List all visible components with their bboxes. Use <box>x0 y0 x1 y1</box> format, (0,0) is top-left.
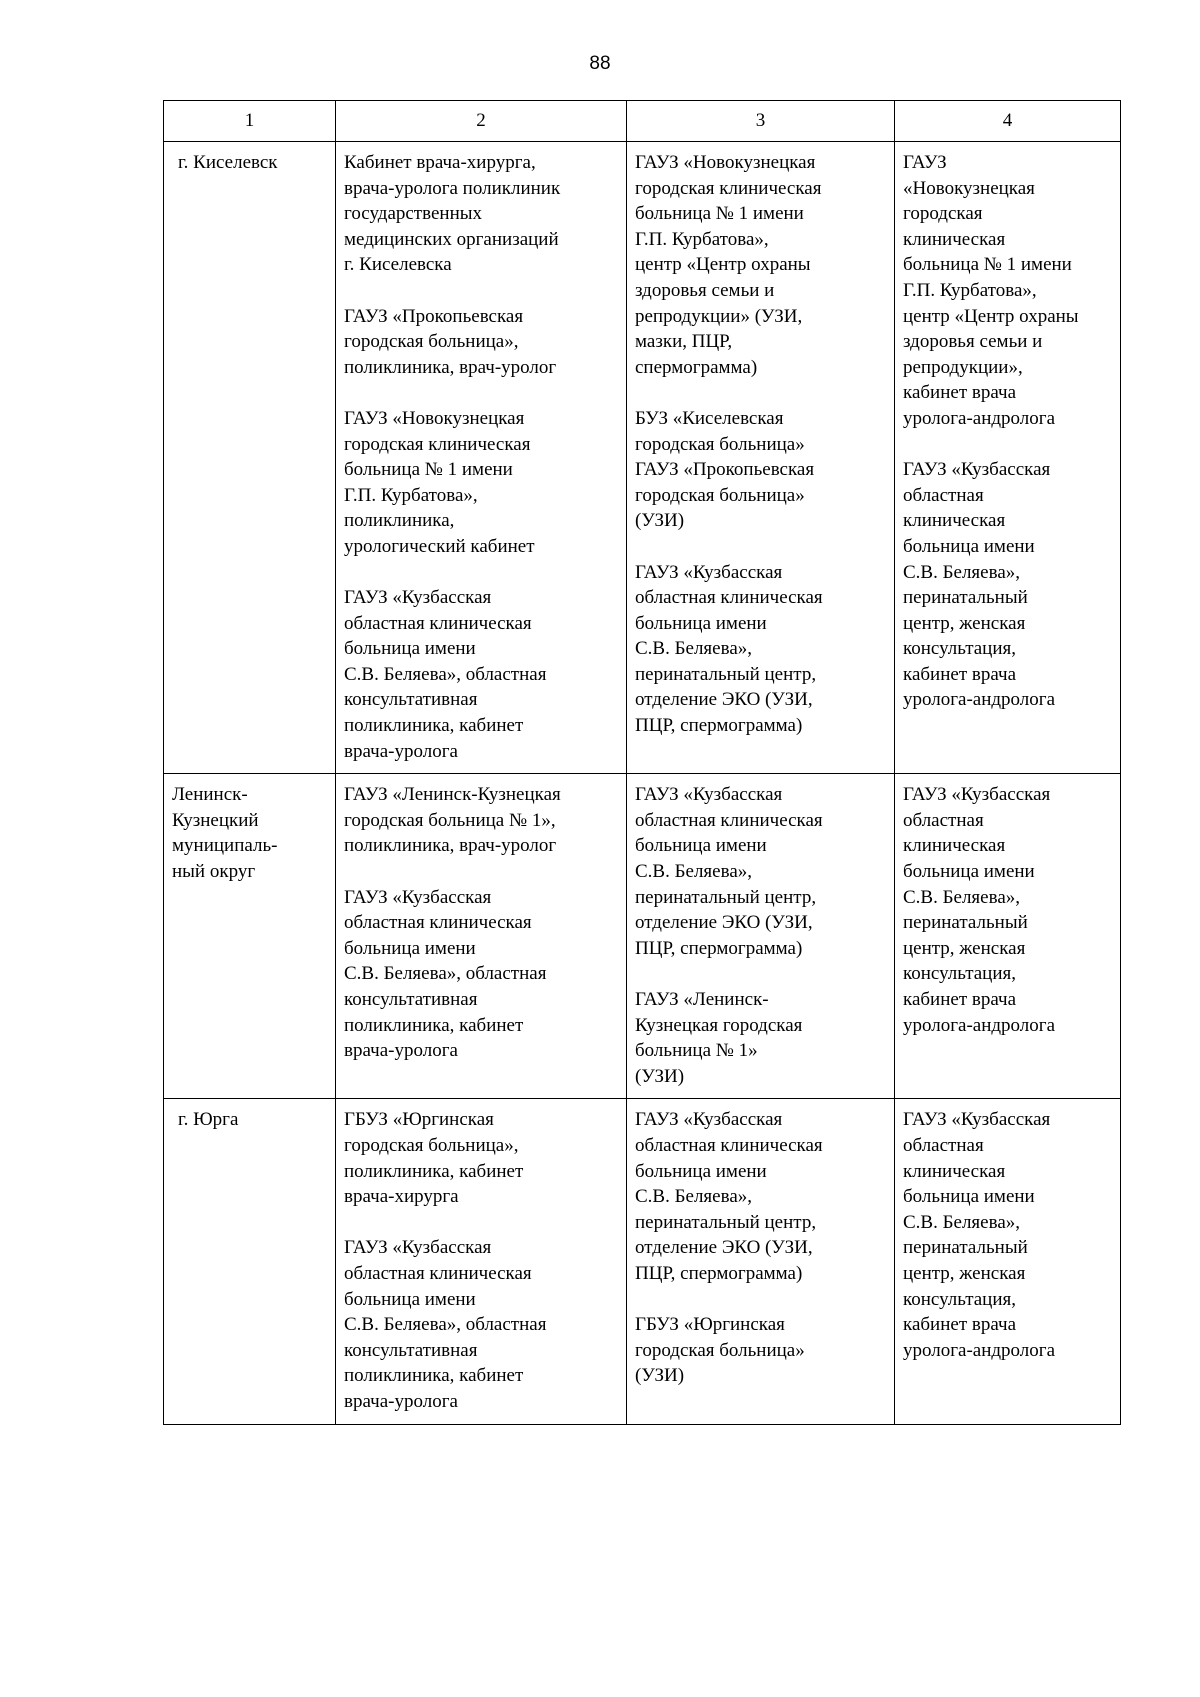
institution-entry <box>903 782 1112 1038</box>
entry-line: ГАУЗ «Прокопьевская <box>344 305 524 327</box>
entry-line: ГАУЗ «Кузбасская <box>903 784 1051 806</box>
entry-line: консультация, <box>903 638 1016 660</box>
table-cell-col3 <box>627 142 895 774</box>
entry-line: областная клиническая <box>635 587 823 609</box>
institution-entry <box>635 406 886 534</box>
entry-line: БУЗ «Киселевская <box>635 407 784 429</box>
entry-line: областная <box>903 809 984 831</box>
entry-line: Г.П. Курбатова», <box>903 279 1037 301</box>
entry-line: перинатальный центр, <box>635 886 817 908</box>
entry-line: спермограмма) <box>635 356 758 378</box>
entry-line: врача-уролога <box>344 1390 458 1412</box>
entry-line: больница № 1 имени <box>903 254 1072 276</box>
entry-line: поликлиника, кабинет <box>344 1365 524 1387</box>
table-cell-col4 <box>895 142 1121 774</box>
entry-line: ГАУЗ «Прокопьевская <box>635 459 815 481</box>
region-line: муниципаль- <box>172 835 278 857</box>
column-header-2: 2 <box>336 101 627 142</box>
institution-entry <box>344 1235 618 1414</box>
table-body <box>164 142 1121 1425</box>
entry-line: областная <box>903 1134 984 1156</box>
entry-line: перинатальный <box>903 1237 1028 1259</box>
entry-line: поликлиника, кабинет <box>344 715 524 737</box>
entry-line: ГАУЗ «Кузбасская <box>635 1109 783 1131</box>
entry-line: больница имени <box>344 638 476 660</box>
entry-line: С.В. Беляева», областная <box>344 1314 547 1336</box>
entry-line: Г.П. Курбатова», <box>344 484 478 506</box>
entry-line: поликлиника, <box>344 510 455 532</box>
entry-line: С.В. Беляева», <box>635 638 752 660</box>
entry-line: городская больница», <box>344 331 519 353</box>
entry-line: областная клиническая <box>344 612 532 634</box>
entry-line: (УЗИ) <box>635 1365 685 1387</box>
institution-entry <box>635 782 886 961</box>
entry-line: городская больница», <box>344 1134 519 1156</box>
entry-line: С.В. Беляева», <box>903 561 1020 583</box>
column-header-1: 1 <box>164 101 336 142</box>
region-line: г. Юрга <box>178 1109 239 1131</box>
entry-line: ГАУЗ «Кузбасская <box>635 561 783 583</box>
entry-line: ПЦР, спермограмма) <box>635 1262 803 1284</box>
entry-line: поликлиника, врач-уролог <box>344 356 557 378</box>
entry-line: консультативная <box>344 989 478 1010</box>
entry-line: С.В. Беляева», <box>635 1186 752 1208</box>
table-cell-col3 <box>627 774 895 1099</box>
institution-entry <box>635 1312 886 1389</box>
entry-line: урологический кабинет <box>344 535 535 557</box>
institution-entry <box>344 406 618 560</box>
entry-line: государственных <box>344 203 483 225</box>
entry-line: больница имени <box>344 1288 476 1310</box>
entry-line: консультативная <box>344 689 478 711</box>
table-cell-col2 <box>336 1099 627 1424</box>
entry-line: областная <box>903 484 984 506</box>
entry-line: больница № 1 имени <box>635 203 804 225</box>
entry-line: городская клиническая <box>344 433 531 455</box>
table-header-row <box>164 101 1121 142</box>
entry-line: больница № 1» <box>635 1040 758 1062</box>
entry-line: городская больница № 1», <box>344 809 556 831</box>
entry-line: ГАУЗ «Кузбасская <box>635 784 783 806</box>
entry-line: перинатальный <box>903 587 1028 609</box>
entry-line: отделение ЭКО (УЗИ, <box>635 1237 813 1259</box>
entry-line: ГАУЗ «Кузбасская <box>344 886 492 908</box>
region-line: ный округ <box>172 861 256 883</box>
region-cell <box>164 1099 336 1424</box>
entry-line: больница имени <box>903 535 1035 557</box>
entry-line: клиническая <box>903 835 1006 857</box>
entry-line: кабинет врача <box>903 1314 1016 1336</box>
entry-line: уролога-андролога <box>903 407 1056 429</box>
entry-line: ГАУЗ «Кузбасская <box>344 1237 492 1259</box>
table-cell-col3 <box>627 1099 895 1424</box>
entry-line: С.В. Беляева», <box>635 861 752 883</box>
entry-line: ГБУЗ «Юргинская <box>635 1314 785 1336</box>
entry-line: перинатальный <box>903 912 1028 934</box>
page-number: 88 <box>589 53 611 74</box>
entry-line: ГАУЗ «Ленинск-Кузнецкая <box>344 784 561 806</box>
institution-entry <box>635 987 886 1089</box>
entry-line: врача-уролога <box>344 740 458 762</box>
institution-entry <box>344 885 618 1064</box>
entry-line: С.В. Беляева», областная <box>344 963 547 985</box>
region-line: г. Киселевск <box>178 152 278 173</box>
entry-line: перинатальный центр, <box>635 663 817 685</box>
entry-line: медицинских организаций <box>344 228 559 250</box>
entry-line: уролога-андролога <box>903 1339 1056 1361</box>
entry-line: консультация, <box>903 1288 1016 1310</box>
entry-line: здоровья семьи и <box>903 331 1043 353</box>
document-table <box>163 100 1121 1425</box>
entry-line: С.В. Беляева», областная <box>344 663 547 685</box>
entry-line: областная клиническая <box>344 1262 532 1284</box>
entry-line: мазки, ПЦР, <box>635 331 733 353</box>
entry-line: репродукции» (УЗИ, <box>635 305 803 327</box>
entry-line: областная клиническая <box>344 912 532 934</box>
entry-line: (УЗИ) <box>635 510 685 532</box>
entry-line: городская больница» <box>635 433 805 455</box>
entry-line: центр, женская <box>903 937 1026 959</box>
entry-line: кабинет врача <box>903 989 1016 1010</box>
entry-line: кабинет врача <box>903 382 1016 404</box>
entry-line: городская клиническая <box>635 177 822 199</box>
entry-line: С.В. Беляева», <box>903 1211 1020 1233</box>
entry-line: больница имени <box>635 835 767 857</box>
table-row <box>164 1099 1121 1424</box>
entry-line: С.В. Беляева», <box>903 886 1020 908</box>
entry-line: центр, женская <box>903 612 1026 634</box>
entry-line: врача-хирурга <box>344 1186 459 1208</box>
entry-line: Г.П. Курбатова», <box>635 228 769 250</box>
column-header-4: 4 <box>895 101 1121 142</box>
entry-line: Кузнецкая городская <box>635 1014 803 1036</box>
entry-line: г. Киселевска <box>344 254 452 276</box>
entry-line: больница имени <box>903 1186 1035 1208</box>
entry-line: ГАУЗ «Кузбасская <box>903 459 1051 481</box>
entry-line: консультация, <box>903 963 1016 985</box>
entry-line: здоровья семьи и <box>635 279 775 301</box>
entry-line: отделение ЭКО (УЗИ, <box>635 689 813 711</box>
entry-line: больница имени <box>344 937 476 959</box>
region-cell <box>164 142 336 774</box>
entry-line: ПЦР, спермограмма) <box>635 937 803 959</box>
entry-line: «Новокузнецкая <box>903 177 1035 199</box>
entry-line: уролога-андролога <box>903 1014 1056 1036</box>
institution-entry <box>344 1107 618 1209</box>
institution-entry <box>635 150 886 380</box>
entry-line: больница имени <box>635 612 767 634</box>
entry-line: ГАУЗ «Кузбасская <box>903 1109 1051 1131</box>
entry-line: центр «Центр охраны <box>903 305 1079 327</box>
entry-line: ГБУЗ «Юргинская <box>344 1109 494 1131</box>
region-line: Ленинск- <box>172 784 248 806</box>
table-cell-col2 <box>336 774 627 1099</box>
entry-line: ГАУЗ «Ленинск- <box>635 989 769 1010</box>
region-line: Кузнецкий <box>172 809 259 831</box>
region-cell <box>164 774 336 1099</box>
column-header-3: 3 <box>627 101 895 142</box>
entry-line: уролога-андролога <box>903 689 1056 711</box>
entry-line: клиническая <box>903 1160 1006 1182</box>
institution-entry <box>903 150 1112 432</box>
entry-line: поликлиника, врач-уролог <box>344 835 557 857</box>
institution-entry <box>344 150 618 278</box>
entry-line: кабинет врача <box>903 663 1016 685</box>
entry-line: ГАУЗ «Кузбасская <box>344 587 492 609</box>
entry-line: больница имени <box>635 1160 767 1182</box>
institution-entry <box>903 457 1112 713</box>
entry-line: ГАУЗ «Новокузнецкая <box>635 152 816 173</box>
institution-entry <box>344 304 618 381</box>
entry-line: ГАУЗ «Новокузнецкая <box>344 407 525 429</box>
entry-line: отделение ЭКО (УЗИ, <box>635 912 813 934</box>
entry-line: городская больница» <box>635 484 805 506</box>
institution-entry <box>903 1107 1112 1363</box>
entry-line: (УЗИ) <box>635 1065 685 1087</box>
entry-line: городская <box>903 203 983 225</box>
entry-line: Кабинет врача-хирурга, <box>344 152 536 173</box>
entry-line: центр «Центр охраны <box>635 254 811 276</box>
entry-line: врача-уролога <box>344 1040 458 1062</box>
table-cell-col2 <box>336 142 627 774</box>
entry-line: перинатальный центр, <box>635 1211 817 1233</box>
institution-entry <box>635 560 886 739</box>
entry-line: центр, женская <box>903 1262 1026 1284</box>
entry-line: врача-уролога поликлиник <box>344 177 561 199</box>
table-cell-col4 <box>895 1099 1121 1424</box>
entry-line: областная клиническая <box>635 1134 823 1156</box>
institution-entry <box>344 585 618 764</box>
institution-entry <box>635 1107 886 1286</box>
entry-line: больница имени <box>903 861 1035 883</box>
entry-line: репродукции», <box>903 356 1023 378</box>
entry-line: городская больница» <box>635 1339 805 1361</box>
table-cell-col4 <box>895 774 1121 1099</box>
entry-line: консультативная <box>344 1339 478 1361</box>
entry-line: больница № 1 имени <box>344 459 513 481</box>
entry-line: областная клиническая <box>635 809 823 831</box>
table-row <box>164 142 1121 774</box>
institution-entry <box>344 782 618 859</box>
entry-line: клиническая <box>903 228 1006 250</box>
entry-line: поликлиника, кабинет <box>344 1014 524 1036</box>
entry-line: ГАУЗ <box>903 152 947 173</box>
entry-line: поликлиника, кабинет <box>344 1160 524 1182</box>
entry-line: клиническая <box>903 510 1006 532</box>
table-row <box>164 774 1121 1099</box>
entry-line: ПЦР, спермограмма) <box>635 715 803 737</box>
